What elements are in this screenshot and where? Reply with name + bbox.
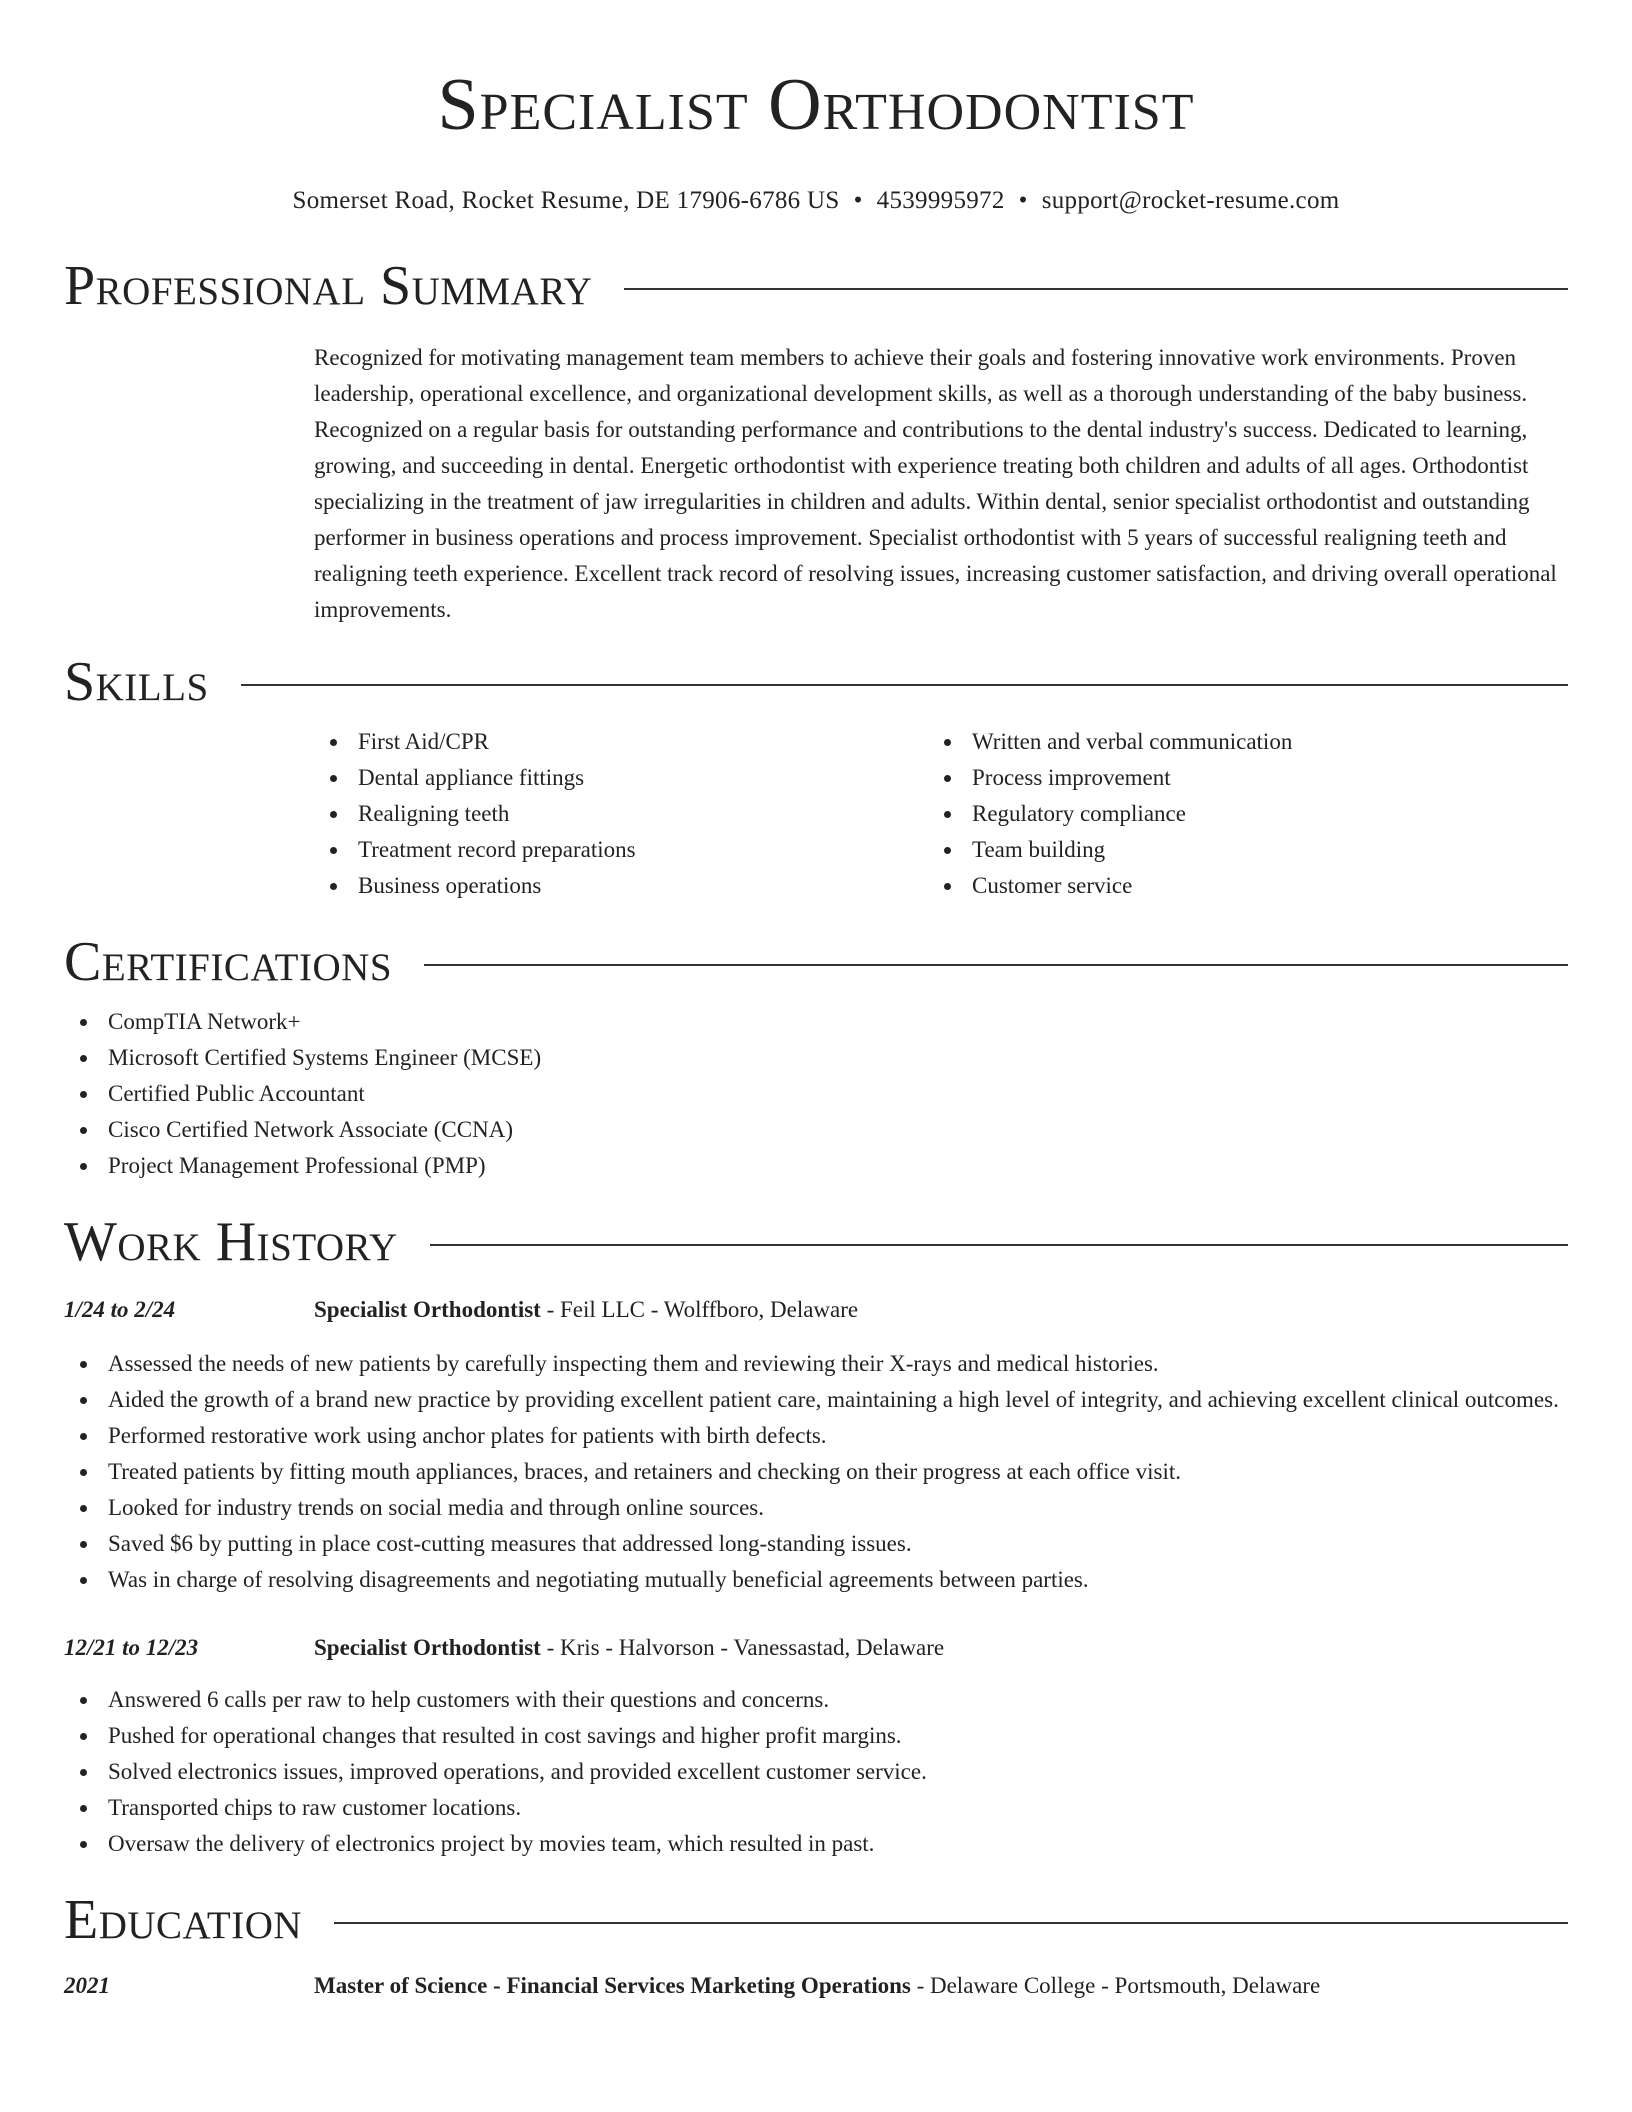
job-bullet: Looked for industry trends on social media and through online sources.	[64, 1490, 1568, 1526]
job-bullets	[64, 1682, 1568, 1862]
skill-item: Business operations	[314, 868, 928, 904]
job-bullets	[64, 1346, 1568, 1598]
education-year: 2021	[64, 1973, 110, 1998]
section-title-skills: Skills	[64, 651, 209, 713]
section-header	[64, 930, 1568, 994]
job-bullet: Was in charge of resolving disagreements and negotiating mutually beneficial agreements between parties.	[64, 1562, 1568, 1598]
job-bullet: Answered 6 calls per raw to help customers with their questions and concerns.	[64, 1682, 1568, 1718]
job-company: - Kris - Halvorson - Vanessastad, Delaware	[540, 1635, 945, 1660]
skill-item: Process improvement	[928, 760, 1542, 796]
skills-list-right	[928, 724, 1542, 904]
section-title-work-history: Work History	[64, 1211, 398, 1273]
education-section	[64, 1888, 1568, 2004]
skill-item: Dental appliance fittings	[314, 760, 928, 796]
certifications-list	[64, 1004, 1568, 1184]
contact-address: Somerset Road, Rocket Resume, DE 17906-6786 US	[292, 187, 840, 214]
skill-item: First Aid/CPR	[314, 724, 928, 760]
education-line	[314, 1968, 1320, 2004]
certification-item: Certified Public Accountant	[64, 1076, 1568, 1112]
contact-separator: •	[1018, 187, 1028, 214]
section-divider	[241, 684, 1568, 686]
job-entry	[64, 1292, 1568, 1598]
certification-item: CompTIA Network+	[64, 1004, 1568, 1040]
education-degree: Master of Science - Financial Services Marketing Operations	[314, 1973, 911, 1998]
summary-section	[64, 254, 1568, 628]
certification-item: Microsoft Certified Systems Engineer (MCSE)	[64, 1040, 1568, 1076]
job-bullet: Pushed for operational changes that resulted in cost savings and higher profit margins.	[64, 1718, 1568, 1754]
job-entry	[64, 1630, 1568, 1862]
job-header	[64, 1630, 1568, 1666]
job-bullet: Aided the growth of a brand new practice by providing excellent patient care, maintaining a high level of integrity, and achieving excellent clinical outcomes.	[64, 1382, 1568, 1418]
section-header	[64, 254, 1568, 318]
job-bullet: Saved $6 by putting in place cost-cutting measures that addressed long-standing issues.	[64, 1526, 1568, 1562]
contact-phone: 4539995972	[876, 187, 1005, 214]
skill-item: Customer service	[928, 868, 1542, 904]
job-bullet: Performed restorative work using anchor plates for patients with birth defects.	[64, 1418, 1568, 1454]
education-entry	[64, 1968, 1568, 2004]
job-title-line	[314, 1292, 858, 1328]
job-bullet: Treated patients by fitting mouth appliances, braces, and retainers and checking on their progress at each office visit.	[64, 1454, 1568, 1490]
skill-item: Realigning teeth	[314, 796, 928, 832]
job-bullet: Assessed the needs of new patients by carefully inspecting them and reviewing their X-rays and medical histories.	[64, 1346, 1568, 1382]
job-dates: 12/21 to 12/23	[64, 1635, 199, 1660]
contact-line	[64, 186, 1568, 216]
education-school: - Delaware College - Portsmouth, Delaware	[910, 1973, 1321, 1998]
work-history-section	[64, 1210, 1568, 1862]
job-bullet: Oversaw the delivery of electronics project by movies team, which resulted in past.	[64, 1826, 1568, 1862]
job-bullet: Solved electronics issues, improved operations, and provided excellent customer service.	[64, 1754, 1568, 1790]
section-title-certifications: Certifications	[64, 931, 393, 993]
contact-separator: •	[853, 187, 863, 214]
section-divider	[430, 1244, 1568, 1246]
section-divider	[334, 1922, 1568, 1924]
section-title-summary: Professional Summary	[64, 255, 593, 317]
section-divider	[624, 288, 1568, 290]
skills-section	[64, 650, 1568, 904]
certification-item: Project Management Professional (PMP)	[64, 1148, 1568, 1184]
skill-item: Regulatory compliance	[928, 796, 1542, 832]
contact-email: support@rocket-resume.com	[1041, 187, 1340, 214]
skill-item: Team building	[928, 832, 1542, 868]
section-header	[64, 1888, 1568, 1952]
section-divider	[424, 964, 1568, 966]
skill-item: Written and verbal communication	[928, 724, 1542, 760]
job-header	[64, 1292, 1568, 1328]
certifications-section	[64, 930, 1568, 1184]
candidate-name: Specialist Orthodontist	[437, 64, 1195, 146]
job-role: Specialist Orthodontist	[314, 1297, 541, 1322]
job-role: Specialist Orthodontist	[314, 1635, 541, 1660]
summary-text: Recognized for motivating management team members to achieve their goals and fostering innovative work environments. Proven leadership, operational excellence, and organizational development skills, as well as a thorough understanding of the baby business. Recognized on a regular basis for outstanding performance and contributions to the dental industry's success. Dedicated to learning, growing, and succeeding in dental. Energetic orthodontist with experience treating both children and adults of all ages. Orthodontist specializing in the treatment of jaw irregularities in children and adults. Within dental, senior specialist orthodontist and outstanding performer in business operations and process improvement. Specialist orthodontist with 5 years of successful realigning teeth and realigning teeth experience. Excellent track record of resolving issues, increasing customer satisfaction, and driving overall operational improvements.	[314, 345, 1557, 622]
section-title-education: Education	[64, 1889, 303, 1951]
section-header	[64, 1210, 1568, 1274]
skill-item: Treatment record preparations	[314, 832, 928, 868]
job-dates: 1/24 to 2/24	[64, 1297, 176, 1322]
skills-grid	[314, 724, 1568, 904]
job-bullet: Transported chips to raw customer locations.	[64, 1790, 1568, 1826]
section-header	[64, 650, 1568, 714]
certification-item: Cisco Certified Network Associate (CCNA)	[64, 1112, 1568, 1148]
skills-list-left	[314, 724, 928, 904]
job-title-line	[314, 1630, 944, 1666]
job-company: - Feil LLC - Wolffboro, Delaware	[540, 1297, 859, 1322]
